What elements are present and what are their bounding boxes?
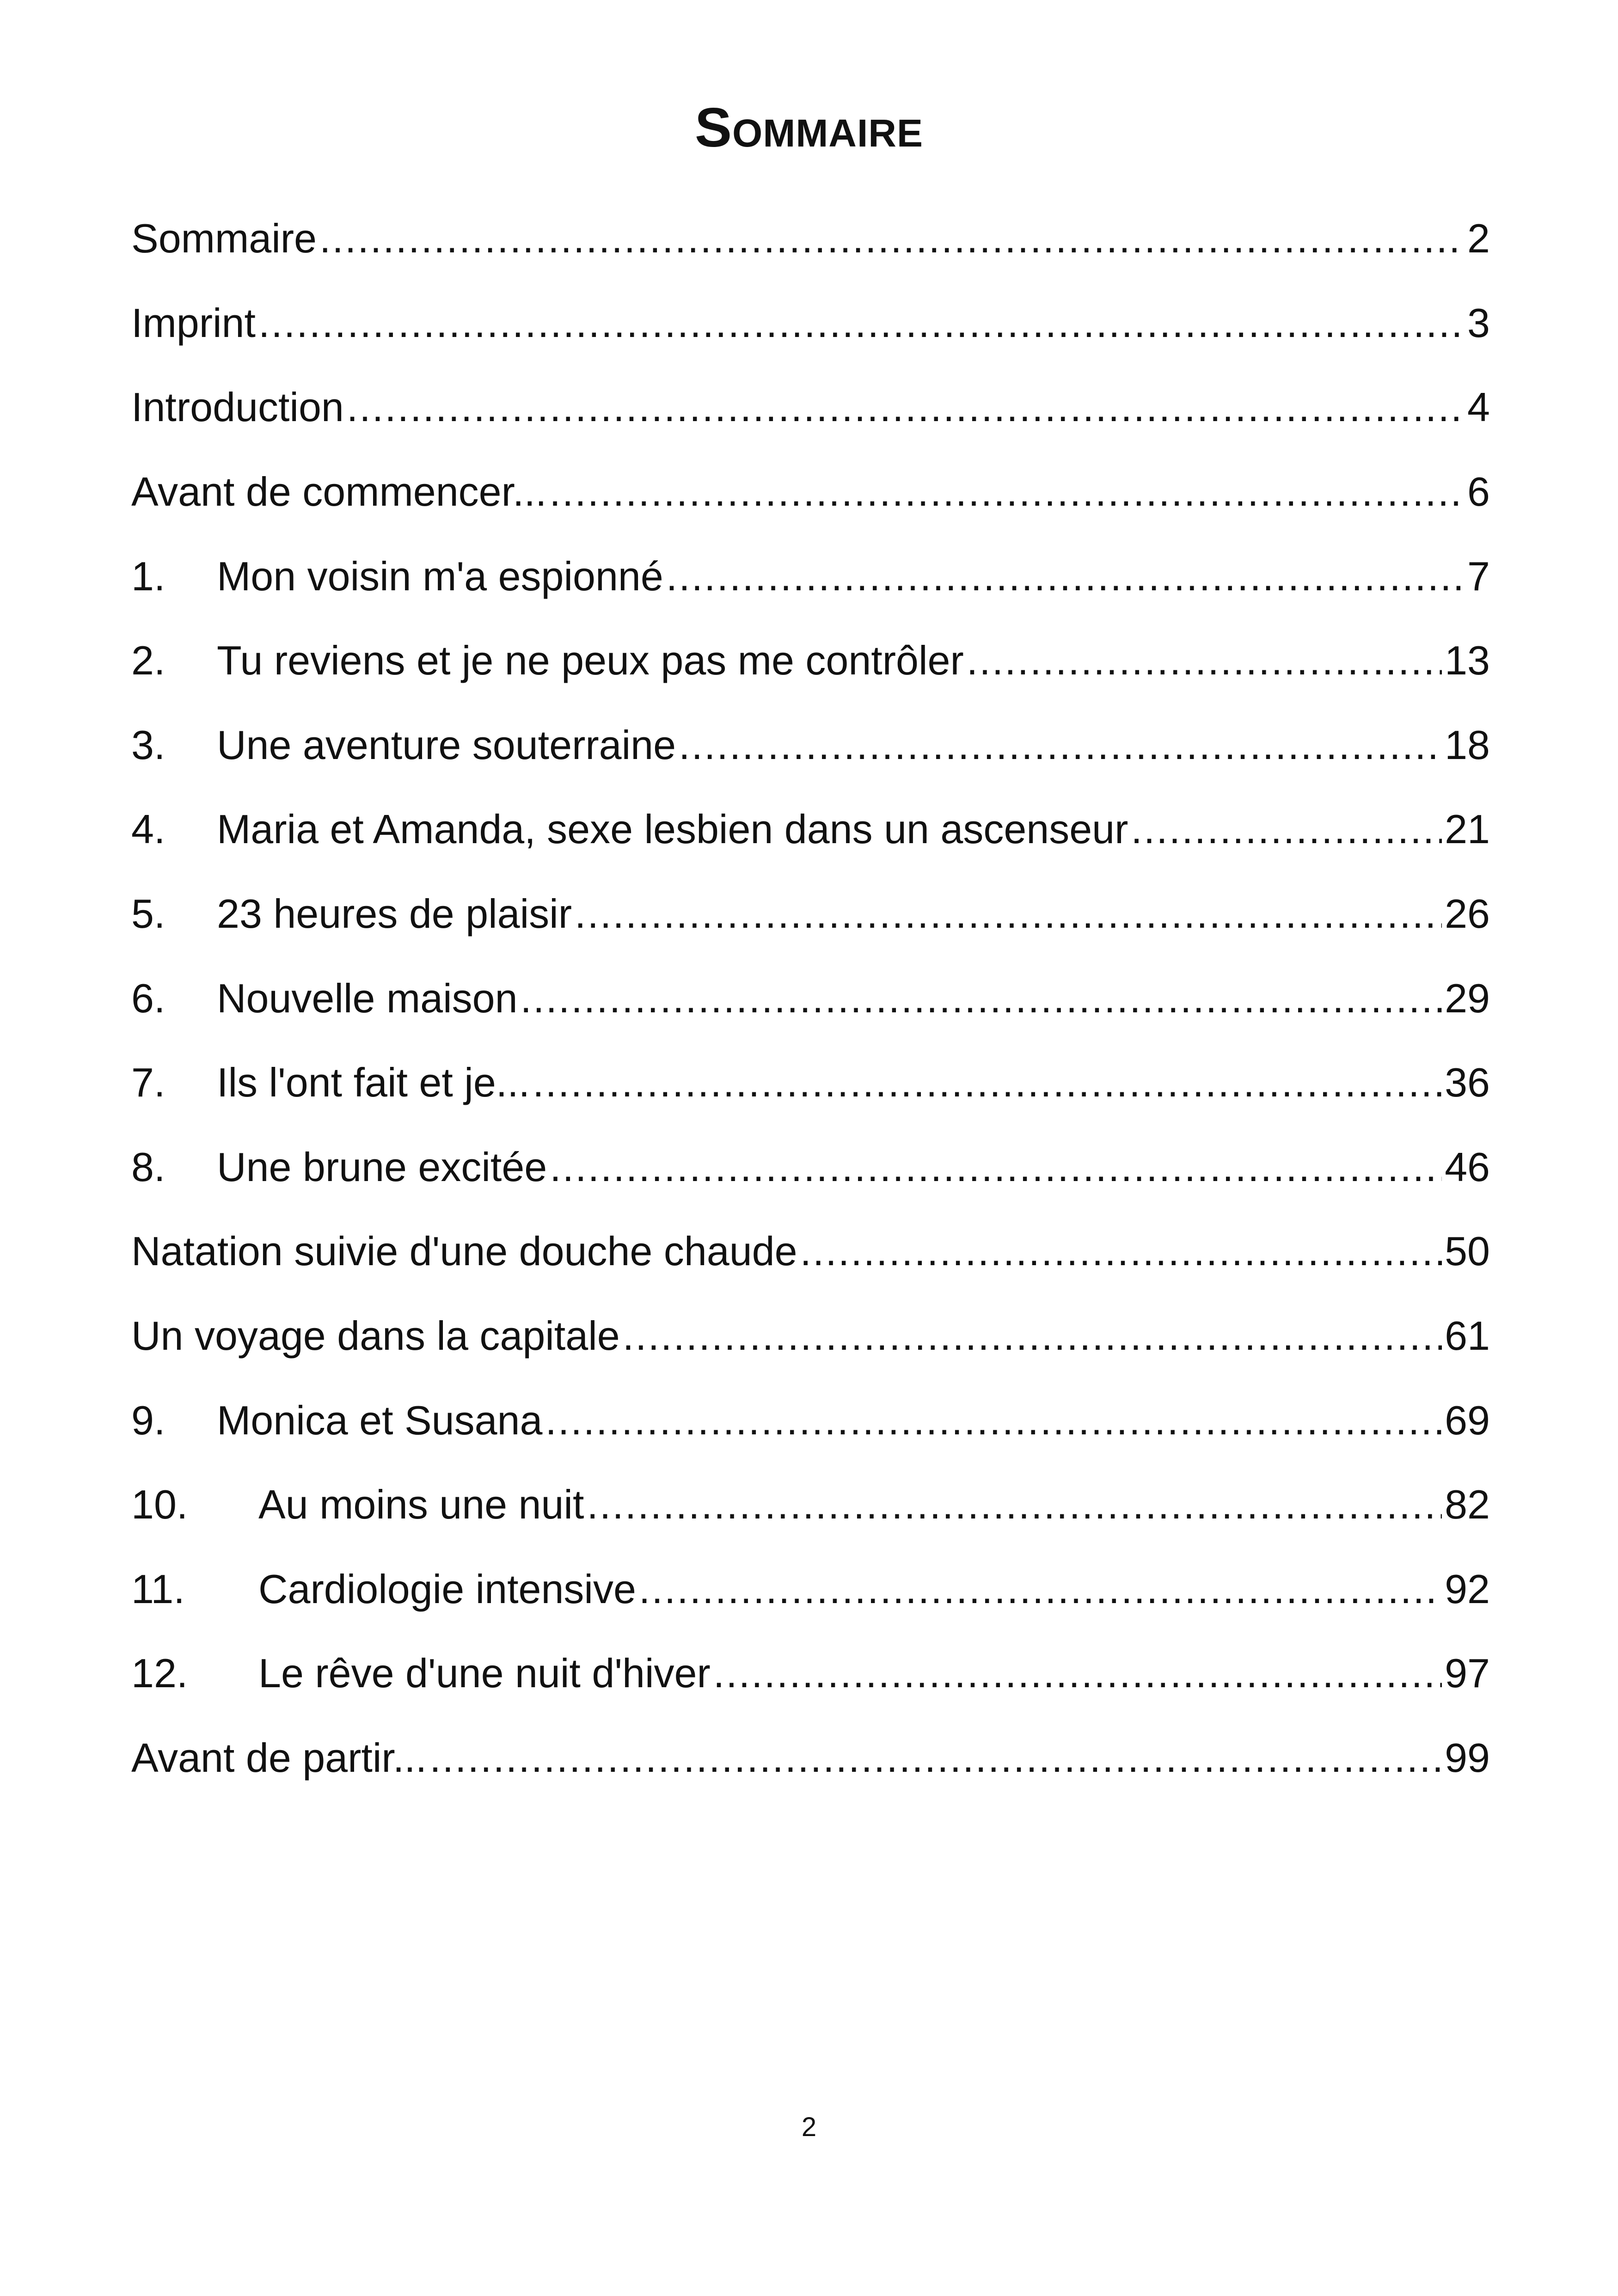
toc-entry-title: 23 heures de plaisir <box>217 891 572 937</box>
toc-entry-title: Nouvelle maison <box>217 975 518 1021</box>
page-title: Sommaire <box>694 97 923 159</box>
toc-entry-title: Maria et Amanda, sexe lesbien dans un ascenseur <box>217 806 1128 852</box>
toc-entry-title: Introduction <box>131 384 344 430</box>
toc-entry[interactable] <box>131 872 1490 956</box>
toc-entry-number: 9. <box>131 1397 165 1443</box>
toc-entry-title: Un voyage dans la capitale <box>131 1313 620 1359</box>
toc-entry-title: Monica et Susana <box>217 1397 543 1443</box>
toc-entry-page: 4 <box>1467 384 1490 430</box>
toc-entry-page: 13 <box>1445 637 1490 684</box>
toc-entry-page: 6 <box>1467 469 1490 515</box>
toc-entry-page: 97 <box>1445 1650 1490 1696</box>
toc-entry-page: 99 <box>1445 1734 1490 1781</box>
toc-dot-leader <box>319 218 1465 259</box>
toc-entry[interactable] <box>131 956 1490 1041</box>
toc-dot-leader <box>575 894 1442 934</box>
toc-entry-title: Imprint <box>131 300 256 346</box>
toc-entry[interactable] <box>131 1378 1490 1463</box>
toc-entry[interactable] <box>131 787 1490 872</box>
toc-dot-leader <box>666 556 1465 597</box>
toc-entry[interactable] <box>131 1631 1490 1716</box>
toc-entry-page: 2 <box>1467 215 1490 262</box>
toc-entry-number: 8. <box>131 1144 165 1190</box>
toc-dot-leader <box>550 1147 1442 1188</box>
toc-entry-number: 5. <box>131 891 165 937</box>
toc-entry[interactable] <box>131 1716 1490 1800</box>
toc-dot-leader <box>545 1400 1442 1441</box>
toc-entry-title: Mon voisin m'a espionné <box>217 553 663 599</box>
toc-entry-title: Sommaire <box>131 215 317 262</box>
toc-entry-page: 36 <box>1445 1059 1490 1106</box>
toc-entry-page: 26 <box>1445 891 1490 937</box>
toc-entry-title: Avant de partir... <box>131 1734 427 1781</box>
toc-entry-title: Natation suivie d'une douche chaude <box>131 1228 797 1274</box>
toc-entry-page: 46 <box>1445 1144 1490 1190</box>
toc-entry[interactable] <box>131 1463 1490 1547</box>
toc-entry[interactable] <box>131 534 1490 618</box>
toc-entry-title: Le rêve d'une nuit d'hiver <box>258 1650 711 1696</box>
toc-dot-leader <box>549 471 1465 512</box>
table-of-contents <box>131 196 1490 1800</box>
toc-entry-title: Une brune excitée <box>217 1144 547 1190</box>
toc-dot-leader <box>713 1653 1442 1694</box>
toc-entry-number: 6. <box>131 975 165 1021</box>
toc-entry-page: 92 <box>1445 1566 1490 1612</box>
toc-entry[interactable] <box>131 1547 1490 1632</box>
toc-entry-page: 69 <box>1445 1397 1490 1443</box>
toc-entry[interactable] <box>131 703 1490 788</box>
toc-entry[interactable] <box>131 1209 1490 1294</box>
toc-entry-page: 21 <box>1445 806 1490 852</box>
toc-dot-leader <box>521 978 1442 1019</box>
toc-entry[interactable] <box>131 1041 1490 1125</box>
toc-dot-leader <box>347 387 1465 428</box>
toc-entry-number: 3. <box>131 722 165 768</box>
toc-entry-page: 61 <box>1445 1313 1490 1359</box>
toc-entry-page: 7 <box>1467 553 1490 599</box>
toc-entry[interactable] <box>131 281 1490 366</box>
toc-entry-page: 29 <box>1445 975 1490 1021</box>
toc-entry-number: 12. <box>131 1650 188 1696</box>
toc-entry[interactable] <box>131 1294 1490 1378</box>
toc-dot-leader <box>1131 809 1442 850</box>
toc-dot-leader <box>679 725 1442 765</box>
toc-entry-page: 50 <box>1445 1228 1490 1274</box>
toc-entry[interactable] <box>131 1125 1490 1210</box>
toc-entry-number: 7. <box>131 1059 165 1106</box>
toc-entry[interactable] <box>131 618 1490 703</box>
toc-entry-title: Avant de commencer... <box>131 469 547 515</box>
toc-entry[interactable] <box>131 365 1490 450</box>
toc-dot-leader <box>623 1316 1442 1356</box>
toc-entry-number: 11. <box>131 1566 185 1612</box>
toc-entry-page: 18 <box>1445 722 1490 768</box>
toc-entry-title: Ils l'ont fait et je... <box>217 1059 530 1106</box>
toc-entry-number: 4. <box>131 806 165 852</box>
toc-dot-leader <box>639 1569 1442 1610</box>
toc-entry-number: 1. <box>131 553 165 599</box>
toc-entry-page: 82 <box>1445 1482 1490 1528</box>
toc-entry-number: 10. <box>131 1482 188 1528</box>
toc-dot-leader <box>587 1484 1442 1525</box>
toc-entry[interactable] <box>131 450 1490 534</box>
toc-entry-title: Au moins une nuit <box>258 1482 584 1528</box>
toc-entry-title: Tu reviens et je ne peux pas me contrôler <box>217 637 964 684</box>
toc-entry[interactable] <box>131 196 1490 281</box>
toc-entry-title: Cardiologie intensive <box>258 1566 636 1612</box>
page-number: 2 <box>801 2112 817 2142</box>
toc-dot-leader <box>800 1231 1442 1272</box>
toc-dot-leader <box>429 1738 1442 1778</box>
toc-dot-leader <box>967 640 1442 681</box>
toc-entry-title: Une aventure souterraine <box>217 722 676 768</box>
toc-entry-page: 3 <box>1467 300 1490 346</box>
toc-dot-leader <box>533 1062 1442 1103</box>
toc-dot-leader <box>258 303 1465 343</box>
toc-entry-number: 2. <box>131 637 165 684</box>
